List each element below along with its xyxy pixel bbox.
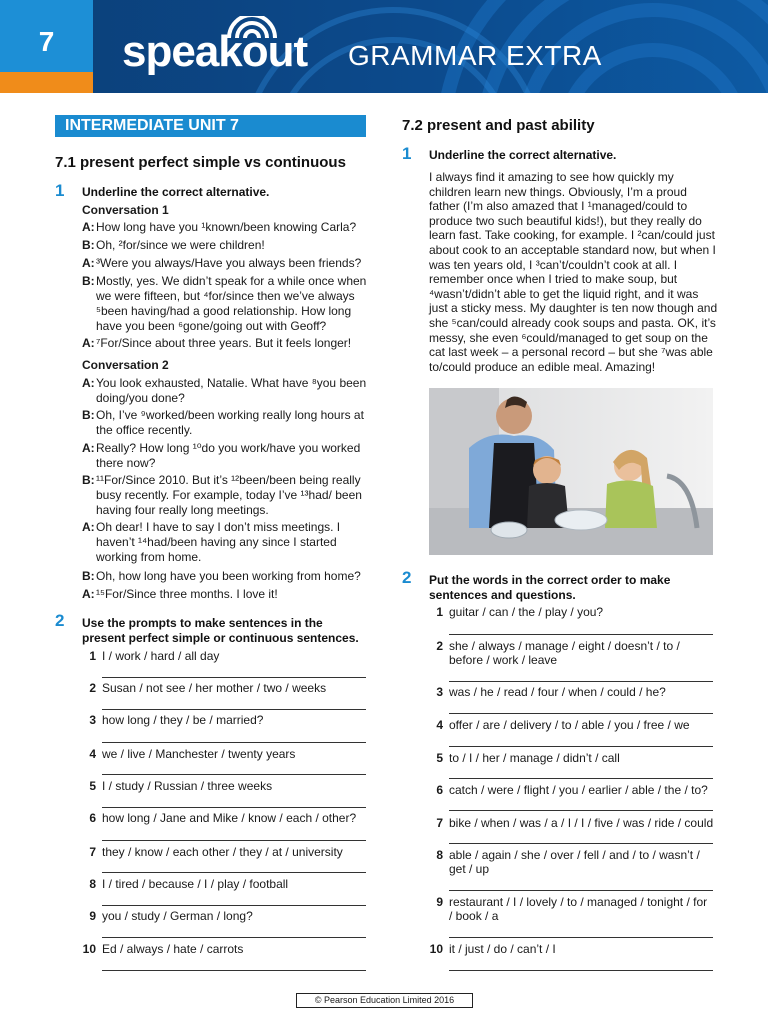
logo-out: out	[241, 27, 308, 76]
exercise-1-number: 1	[55, 181, 65, 200]
dialogue-line: A: Really? How long ¹⁰do you work/have you worked there now?	[82, 441, 361, 470]
dialogue-line: B: ¹¹For/Since 2010. But it’s ¹²been/been being really busy recently. For example, today I’ve ¹³had/ been having four really long meetings.	[82, 473, 362, 517]
family-cooking-photo	[429, 388, 713, 555]
answer-line[interactable]	[102, 742, 366, 743]
answer-line[interactable]	[449, 970, 713, 971]
exercise-2-number: 2	[55, 611, 65, 630]
unit-banner: INTERMEDIATE UNIT 7	[55, 115, 366, 137]
answer-line[interactable]	[449, 890, 713, 891]
answer-line[interactable]	[102, 774, 366, 775]
dialogue-line: A: How long have you ¹known/been knowing Carla?	[82, 220, 357, 234]
answer-line[interactable]	[449, 634, 713, 635]
exercise-2-instruction: Use the prompts to make sentences in the present perfect simple or continuous sentences.	[82, 616, 359, 645]
page-header	[0, 0, 768, 93]
answer-line[interactable]	[449, 810, 713, 811]
speakout-logo	[122, 27, 308, 76]
dialogue-line: B: Oh, I’ve ⁹worked/been working really long hours at the office recently.	[82, 408, 364, 437]
dialogue-line: B: Oh, ²for/since we were children!	[82, 238, 265, 252]
answer-line[interactable]	[102, 677, 366, 678]
reading-passage: I always find it amazing to see how quickly my children learn new things. Obviously, I’m a proud father (I’m also amazed that I ¹managed/could to produce two such beautiful kids!), but they really do learn fast. Take cooking, for example. I ²can/could just about cook to an acceptable standard now, but when I was ten years old, I ³can’t/couldn’t cook at all. I remember once when I tried to make soup, but ⁴wasn’t/didn’t able to get the liquid right, and it was just a sticky mess. My daughter is ten now though and she ⁵can/could already cook soups and pasta. OK, it’s messy, she even ⁶could/managed to get soup on the cat last week – a personal record – but she ⁷was able to/could produce an edible meal. Amazing!	[429, 170, 718, 374]
section-title-7-2: 7.2 present and past ability	[402, 117, 595, 134]
answer-line[interactable]	[102, 970, 366, 971]
answer-line[interactable]	[449, 713, 713, 714]
answer-line[interactable]	[102, 709, 366, 710]
section-title-7-1: 7.1 present perfect simple vs continuous	[55, 154, 346, 171]
answer-line[interactable]	[449, 681, 713, 682]
exercise-1-instruction: Underline the correct alternative.	[82, 185, 270, 199]
dialogue-line: A: ³Were you always/Have you always been friends?	[82, 256, 362, 270]
exercise-2-number: 2	[402, 568, 412, 587]
answer-line[interactable]	[449, 778, 713, 779]
exercise-1-number: 1	[402, 144, 412, 163]
dialogue-line: A: ⁷For/Since about three years. But it feels longer!	[82, 336, 352, 350]
dialogue-line: B: Oh, how long have you been working from home?	[82, 569, 361, 583]
answer-line[interactable]	[449, 937, 713, 938]
conversation-2-title: Conversation 2	[82, 358, 169, 372]
page-number-block	[0, 0, 93, 93]
answer-line[interactable]	[102, 872, 366, 873]
dialogue-line: B: Mostly, yes. We didn’t speak for a while once when we were fifteen, but ⁴for/since then we’ve always ⁵been having/had a good relationship. How long have you been ⁶gone/going out with Geoff?	[82, 274, 367, 333]
exercise-1-instruction: Underline the correct alternative.	[429, 148, 617, 162]
answer-line[interactable]	[102, 807, 366, 808]
exercise-2-instruction: Put the words in the correct order to make sentences and questions.	[429, 573, 671, 602]
answer-line[interactable]	[102, 937, 366, 938]
conversation-1-title: Conversation 1	[82, 203, 169, 217]
copyright-footer: © Pearson Education Limited 2016	[296, 993, 473, 1008]
header-title: GRAMMAR EXTRA	[348, 40, 602, 71]
dialogue-line: A: You look exhausted, Natalie. What have ⁸you been doing/you done?	[82, 376, 367, 405]
answer-line[interactable]	[102, 905, 366, 906]
dialogue-line: A: ¹⁵For/Since three months. I love it!	[82, 587, 278, 601]
answer-line[interactable]	[449, 843, 713, 844]
page-number: 7	[38, 26, 55, 57]
answer-line[interactable]	[102, 840, 366, 841]
dialogue-line: A: Oh dear! I have to say I don’t miss meetings. I haven’t ¹⁴had/been having any since I started working from home.	[82, 520, 341, 564]
answer-line[interactable]	[449, 746, 713, 747]
logo-speak: speak	[122, 27, 242, 76]
